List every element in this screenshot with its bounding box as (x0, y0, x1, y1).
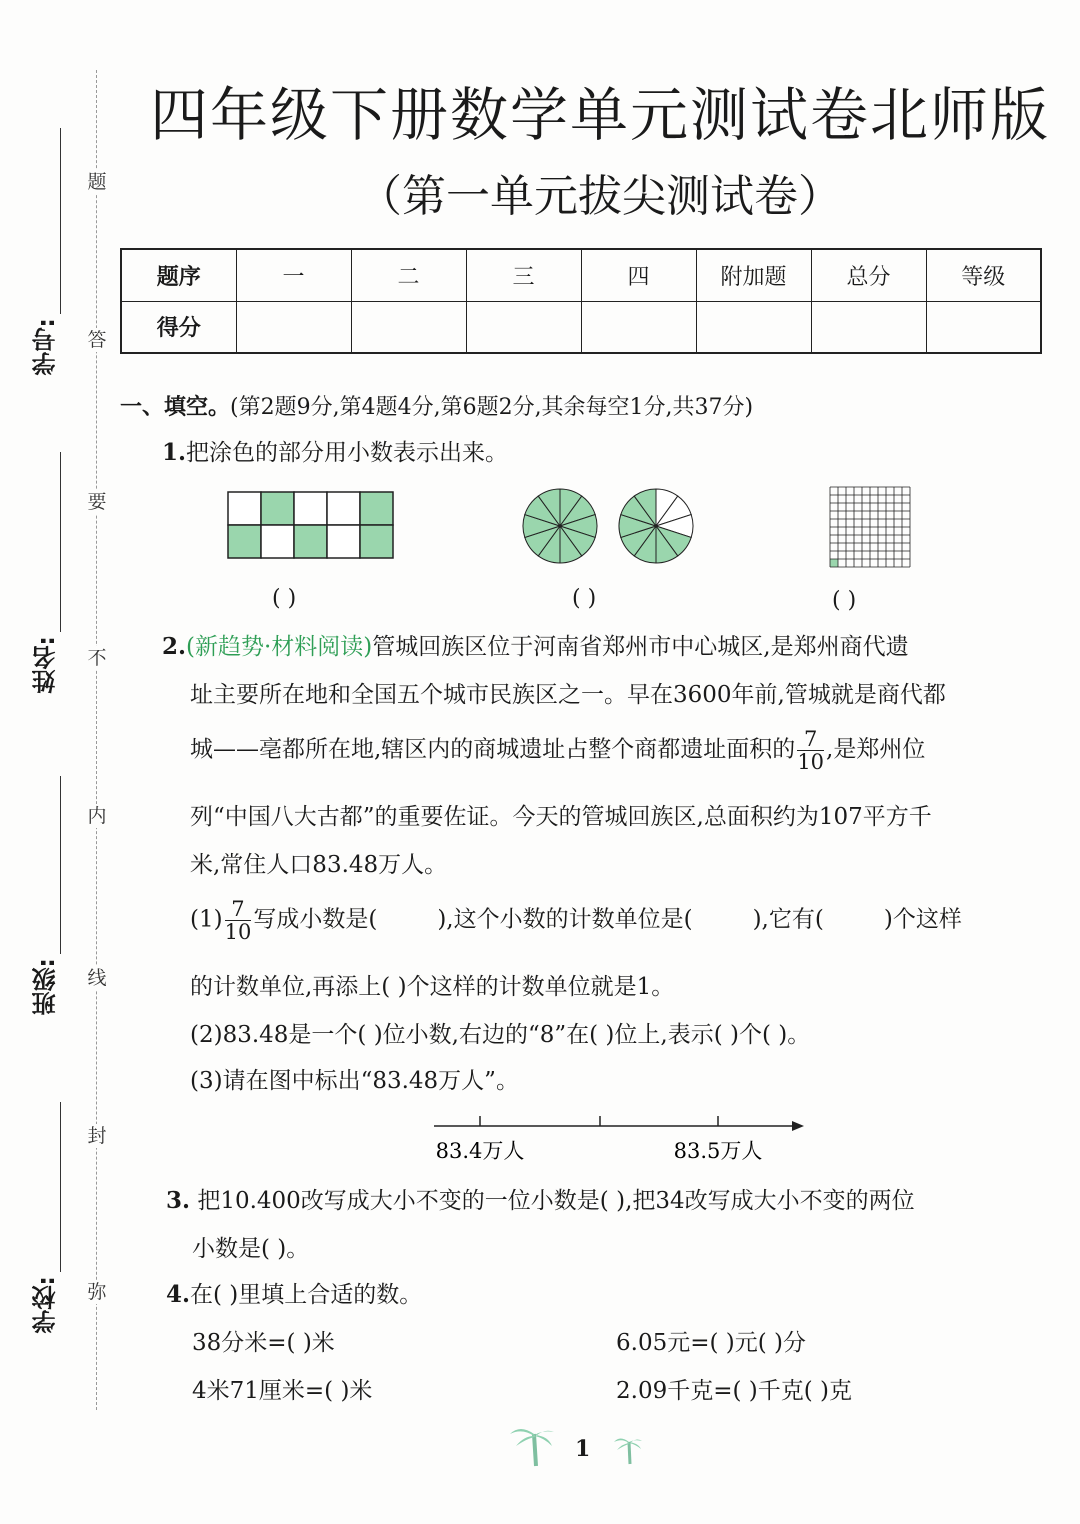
binding-warning-char: 要 (84, 490, 110, 514)
question-text: 把10.400改写成大小不变的一位小数是( ),把34改写成大小不变的两位 (197, 1188, 915, 1214)
question-2-line (190, 728, 925, 773)
question-3 (166, 1186, 1052, 1216)
number-line-label-right: 83.5万人 (673, 1139, 763, 1163)
question-text: )个这样 (883, 906, 962, 933)
score-table-score-row (121, 301, 1041, 353)
question-text: 写成小数是( (253, 906, 378, 933)
subquestion-3: (3)请在图中标出“83.48万人”。 (190, 1068, 519, 1094)
question-text: 在( )里填上合适的数。 (190, 1282, 423, 1308)
score-table-header: 二 (351, 249, 466, 301)
fraction-numerator: 7 (797, 728, 824, 751)
fraction (797, 728, 824, 773)
question-number: 3. (166, 1187, 191, 1214)
question-text: ),这个小数的计数单位是( (437, 906, 693, 933)
number-line[interactable] (420, 1106, 820, 1166)
number-line-label-left: 83.4万人 (435, 1139, 525, 1163)
grid-cell (294, 525, 327, 558)
conversion-item: 4米71厘米=( )米 (192, 1378, 373, 1404)
score-table-header: 总分 (811, 249, 926, 301)
grid-cell (294, 492, 327, 525)
name-label: 姓名: (32, 636, 60, 694)
student-id-line[interactable] (60, 128, 61, 314)
question-text: ),它有( (752, 906, 824, 933)
grid-cell (228, 525, 261, 558)
number-line-arrow (792, 1121, 804, 1131)
binding-warning-char: 封 (84, 1124, 110, 1148)
score-table-header: 三 (466, 249, 581, 301)
score-table-header: 四 (581, 249, 696, 301)
question-number: 1. (162, 439, 187, 466)
question-number: 4. (166, 1281, 191, 1308)
question-text: 管城回族区位于河南省郑州市中心城区,是郑州商代遗 (372, 634, 909, 660)
question-text: 把涂色的部分用小数表示出来。 (186, 440, 509, 466)
conversion-item: 38分米=( )米 (192, 1330, 335, 1356)
binding-dashed-line (96, 70, 97, 1410)
school-label: 学校: (32, 1276, 60, 1334)
answer-blank-1b[interactable]: ( ) (572, 586, 597, 611)
student-id-label: 学号: (32, 318, 60, 376)
score-table-header: 一 (236, 249, 351, 301)
question-1 (162, 438, 508, 468)
fraction-numerator: 7 (225, 898, 252, 921)
score-table-header: 等级 (926, 249, 1041, 301)
score-cell[interactable] (696, 301, 811, 353)
grid-cell (261, 492, 294, 525)
score-table-header: 题序 (121, 249, 236, 301)
score-cell[interactable] (581, 301, 696, 353)
shaded-square (830, 559, 838, 567)
question-2-line: 址主要所在地和全国五个城市民族区之一。早在3600年前,管城就是商代都 (190, 682, 946, 708)
rectangle-grid-figure (226, 490, 396, 560)
binding-warning-char: 弥 (84, 1280, 110, 1304)
section-label: 一、填空。 (120, 395, 231, 420)
score-cell[interactable] (236, 301, 351, 353)
subquestion-1-line2: 的计数单位,再添上( )个这样的计数单位就是1。 (190, 974, 675, 1000)
question-tag: (新趋势·材料阅读) (186, 634, 373, 660)
binding-warning-char: 题 (84, 170, 110, 194)
school-line[interactable] (60, 1102, 61, 1272)
question-2 (162, 632, 1052, 662)
question-4 (166, 1280, 422, 1310)
question-text: 城——亳都所在地,辖区内的商城遗址占整个商都遗址面积的 (190, 736, 796, 763)
grid-cell (261, 525, 294, 558)
palm-tree-icon (508, 1420, 556, 1468)
subquestion-label: (1) (190, 906, 223, 933)
grid-cell (327, 525, 360, 558)
score-table-header: 附加题 (696, 249, 811, 301)
answer-blank-1c[interactable]: ( ) (832, 588, 857, 613)
question-2-line: 米,常住人口83.48万人。 (190, 852, 448, 878)
name-line[interactable] (60, 452, 61, 632)
binding-warning-char: 答 (84, 328, 110, 352)
hundred-grid (830, 487, 910, 567)
section-heading (120, 390, 753, 421)
palm-tree-icon (612, 1432, 644, 1466)
fraction-denominator: 10 (797, 750, 825, 774)
tenths-circles (523, 489, 693, 563)
rectangle-grid (228, 492, 393, 558)
score-row-label: 得分 (121, 301, 236, 353)
question-2-line: 列“中国八大古都”的重要佐证。今天的管城回族区,总面积约为107平方千 (190, 804, 932, 830)
class-label: 班级: (32, 958, 60, 1016)
fraction-denominator: 10 (224, 920, 252, 944)
score-table (120, 248, 1042, 354)
page-number: 1 (575, 1436, 591, 1462)
conversion-item: 2.09千克=( )千克( )克 (616, 1378, 852, 1404)
score-cell[interactable] (926, 301, 1041, 353)
section-note: (第2题9分,第4题4分,第6题2分,其余每空1分,共37分) (230, 395, 754, 420)
grid-cell (327, 492, 360, 525)
conversion-item: 6.05元=( )元( )分 (616, 1330, 806, 1356)
answer-blank-1a[interactable]: ( ) (272, 586, 297, 611)
grid-cell (228, 492, 261, 525)
binding-warning-char: 内 (84, 804, 110, 828)
subquestion-2: (2)83.48是一个( )位小数,右边的“8”在( )位上,表示( )个( )。 (190, 1022, 811, 1048)
score-cell[interactable] (811, 301, 926, 353)
score-table-header-row (121, 249, 1041, 301)
class-line[interactable] (60, 776, 61, 954)
question-3-line2: 小数是( )。 (192, 1236, 310, 1262)
binding-warning-char: 线 (84, 966, 110, 990)
question-number: 2. (162, 633, 187, 660)
grid-cell (360, 525, 393, 558)
fraction (225, 898, 252, 943)
binding-warning-char: 不 (84, 646, 110, 670)
grid-cell (360, 492, 393, 525)
question-text: ,是郑州位 (826, 736, 926, 763)
subquestion-1 (190, 898, 962, 943)
score-cell[interactable] (351, 301, 466, 353)
page-subtitle: （第一单元拔尖测试卷） (358, 171, 842, 222)
score-cell[interactable] (466, 301, 581, 353)
hundred-grid-figure (828, 486, 914, 568)
page-title: 四年级下册数学单元测试卷北师版 (149, 81, 1050, 149)
circles-figure (520, 486, 700, 566)
